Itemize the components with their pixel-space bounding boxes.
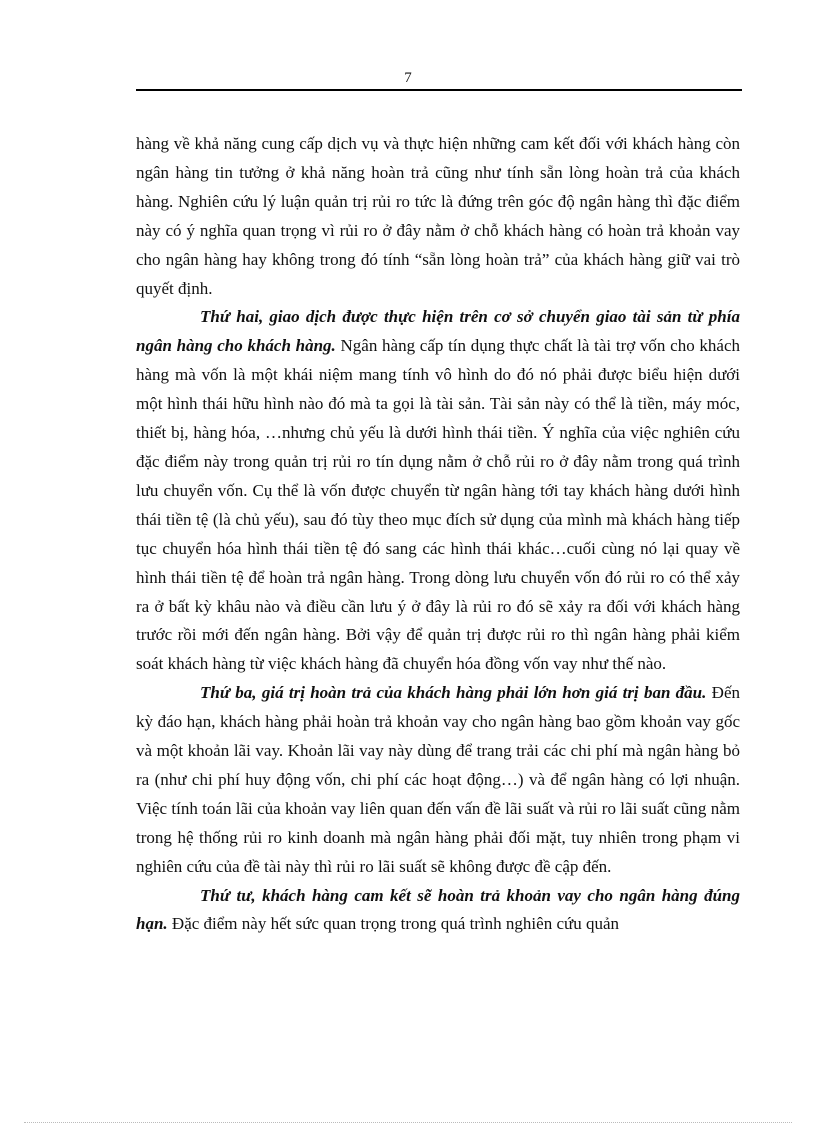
paragraph-1: [136, 130, 740, 303]
paragraph-3-lead: Thứ ba, giá trị hoàn trả của khách hàng phải lớn hơn giá trị ban đầu.: [200, 683, 707, 703]
header-rule: [136, 89, 742, 91]
paragraph-2-lead: Thứ hai, giao dịch được thực hiện trên cơ sở chuyển giao tài sản từ phía ngân hàng cho khách hàng.: [136, 307, 740, 356]
paragraph-3-text: Đến kỳ đáo hạn, khách hàng phải hoàn trả khoản vay cho ngân hàng bao gồm khoản vay gốc và một khoản lãi vay. Khoản lãi vay này dùng để trang trải các chi phí mà ngân hàng bỏ ra (như chi phí huy động vốn, chi phí các hoạt động…) và để ngân hàng có lợi nhuận. Việc tính toán lãi của khoản vay liên quan đến vấn đề lãi suất và rủi ro lãi suất cũng nằm trong hệ thống rủi ro kinh doanh mà ngân hàng phải đối mặt, tuy nhiên trong phạm vi nghiên cứu của đề tài này thì rủi ro lãi suất sẽ không được đề cập đến.: [136, 683, 740, 876]
paragraph-4: [136, 882, 740, 940]
paragraph-4-lead: Thứ tư, khách hàng cam kết sẽ hoàn trả khoản vay cho ngân hàng đúng hạn.: [136, 885, 740, 934]
paragraph-4-text: Đặc điểm này hết sức quan trọng trong quá trình nghiên cứu quản: [167, 914, 620, 934]
page-number: 7: [404, 70, 412, 86]
document-body: [136, 130, 740, 939]
paragraph-2-text: Ngân hàng cấp tín dụng thực chất là tài trợ vốn cho khách hàng mà vốn là một khái niệm mang tính vô hình do đó nó phải được biểu hiện dưới một hình thái hữu hình nào đó mà ta gọi là tài sản. Tài sản này có thể là tiền, máy móc, thiết bị, hàng hóa, …nhưng chủ yếu là dưới hình thái tiền. Ý nghĩa của việc nghiên cứu đặc điểm này trong quản trị rủi ro tín dụng nằm ở chỗ rủi ro ở đây nằm trong quá trình lưu chuyển vốn. Cụ thể là vốn được chuyển từ ngân hàng tới tay khách hàng dưới hình thái tiền tệ (là chủ yếu), sau đó tùy theo mục đích sử dụng của mình mà khách hàng tiếp tục chuyển hóa hình thái tiền tệ đó sang các hình thái khác…cuối cùng nó lại quay về hình thái tiền tệ để hoàn trả ngân hàng. Trong dòng lưu chuyển vốn đó rủi ro có thể xảy ra ở bất kỳ khâu nào và điều cần lưu ý ở đây là rủi ro đó sẽ xảy ra đối với khách hàng trước rồi mới đến ngân hàng. Bởi vậy để quản trị được rủi ro thì ngân hàng phải kiểm soát khách hàng từ việc khách hàng đã chuyển hóa đồng vốn vay như thế nào.: [136, 336, 740, 674]
paragraph-3: [136, 679, 740, 881]
paragraph-1-text: hàng về khả năng cung cấp dịch vụ và thực hiện những cam kết đối với khách hàng còn ngân hàng tin tưởng ở khả năng hoàn trả cũng như tính sẵn lòng hoàn trả của khách hàng. Nghiên cứu lý luận quản trị rủi ro tức là đứng trên góc độ ngân hàng thì đặc điểm này có ý nghĩa quan trọng vì rủi ro ở đây nằm ở chỗ khách hàng có hoàn trả khoản vay cho ngân hàng hay không trong đó tính “sẵn lòng hoàn trả” của khách hàng giữ vai trò quyết định.: [136, 134, 740, 298]
paragraph-2: [136, 303, 740, 679]
